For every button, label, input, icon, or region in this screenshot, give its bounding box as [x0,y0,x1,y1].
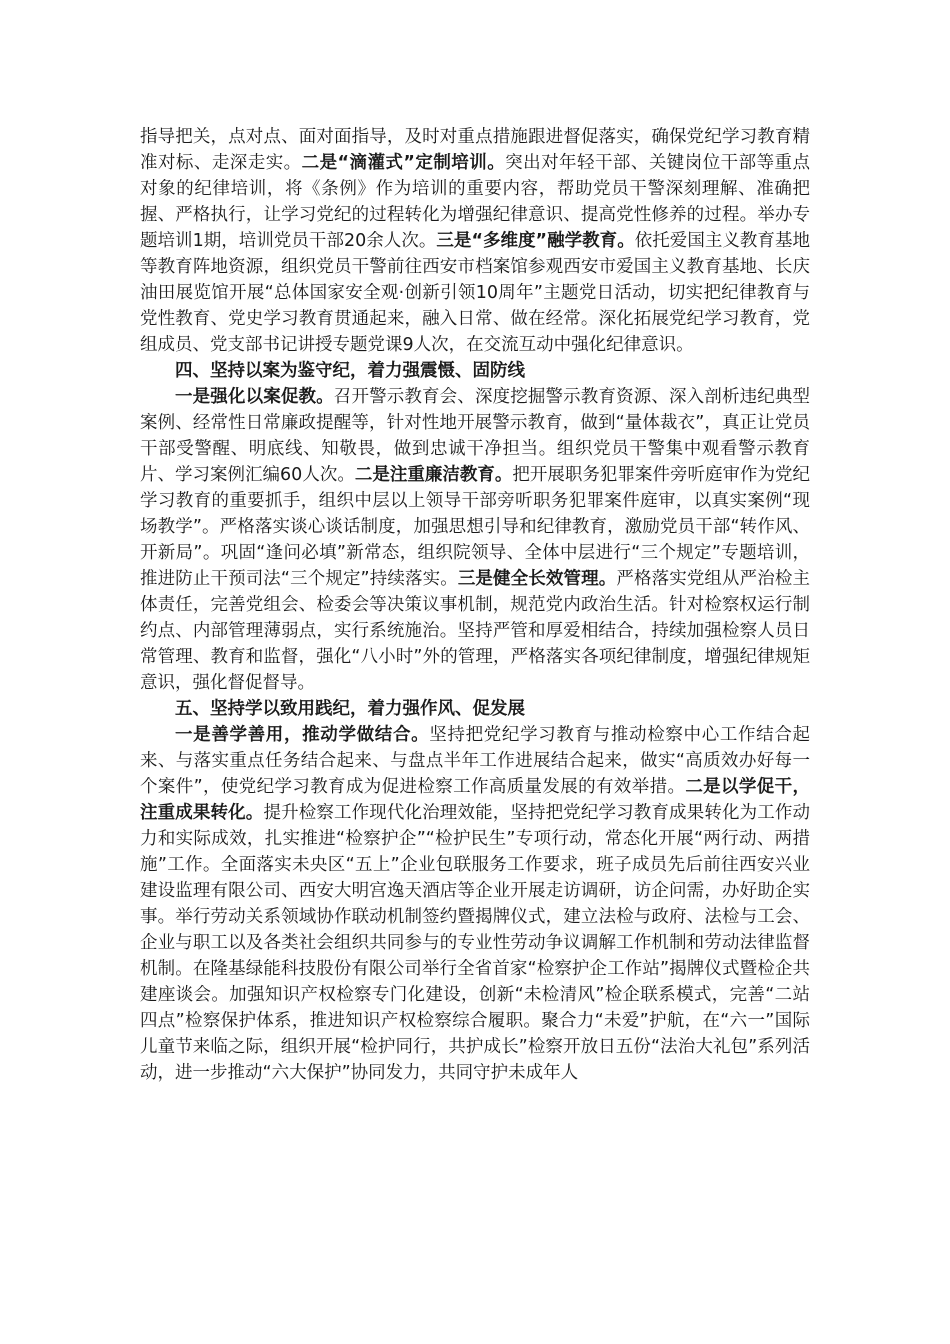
text-run: 依托爱国主义教育基地等教育阵地资源，组织党员干警前往西安市档案馆参观西安市爱国主义教育基地、长庆油田展览馆开展“总体国家安全观·创新引领10周年”主题党日活动，切实把纪律教育与党性教育、党史学习教育贯通起来，融入日常、做在经常。深化拓展党纪学习教育，党组成员、党支部书记讲授专题党课9人次，在交流互动中强化纪律意识。 [140,231,810,355]
text-run: 严格落实党组从严治检主体责任，完善党组会、检委会等决策议事机制，规范党内政治生活。针对检察权运行制约点、内部管理薄弱点，实行系统施治。坚持严管和厚爱相结合，持续加强检察人员日常管理、教育和监督，强化“八小时”外的管理，严格落实各项纪律制度，增强纪律规矩意识，强化督促督导。 [140,569,811,693]
section-heading-4: 四、坚持以案为鉴守纪，着力强震慑、固防线 [175,361,525,381]
paragraph-practice [140,722,810,1086]
bold-lead: 二是“滴灌式”定制培训。 [301,153,506,173]
text-run: 坚持把党纪学习教育与推动检察中心工作结合起来、与落实重点任务结合起来、与盘点半年工作进展结合起来，做实“高质效办好每一个案件”，使党纪学习教育成为促进检察工作高质量发展的有效举措。 [140,725,810,797]
section-heading-5: 五、坚持学以致用践纪，着力强作风、促发展 [175,699,525,719]
bold-lead: 二是以学促干，注重成果转化。 [140,777,810,823]
bold-lead: 三是“多维度”融学教育。 [436,231,635,251]
text-run: 提升检察工作现代化治理效能，坚持把党纪学习教育成果转化为工作动力和实际成效，扎实推进“检察护企”“检护民生”专项行动，常态化开展“两行动、两措施”工作。全面落实未央区“五上”企业包联服务工作要求，班子成员先后前往西安兴业建设监理有限公司、西安大明宫逸天酒店等企业开展走访调研，访企问需，办好助企实事。举行劳动关系领域协作联动机制签约暨揭牌仪式，建立法检与政府、法检与工会、企业与职工以及各类社会组织共同参与的专业性劳动争议调解工作机制和劳动法律监督机制。在隆基绿能科技股份有限公司举行全省首家“检察护企工作站”揭牌仪式暨检企共建座谈会。加强知识产权检察专门化建设，创新“未检清风”检企联系模式，完善“二站四点”检察保护体系，推进知识产权检察综合履职。聚合力“未爱”护航，在“六一”国际儿童节来临之际，组织开展“检护同行，共护成长”检察开放日五份“法治大礼包”系列活动，进一步推动“六大保护”协同发力，共同守护未成年人 [140,803,811,1083]
bold-lead: 一是善学善用，推动学做结合。 [175,725,430,745]
text-run: 突出对年轻干部、关键岗位干部等重点对象的纪律培训，将《条例》作为培训的重要内容，帮助党员干警深刻理解、准确把握、严格执行，让学习党纪的过程转化为增强纪律意识、提高党性修养的过程。举办专题培训1期，培训党员干部20余人次。 [140,153,810,251]
text-run: 召开警示教育会、深度挖掘警示教育资源、深入剖析违纪典型案例、经常性日常廉政提醒等，针对性地开展警示教育，做到“量体裁衣”，真正让党员干部受警醒、明底线、知敬畏，做到忠诚干净担当。组织党员干警集中观看警示教育片、学习案例汇编60人次。 [140,387,811,485]
bold-lead: 二是注重廉洁教育。 [354,465,513,485]
text-run: 把开展职务犯罪案件旁听庭审作为党纪学习教育的重要抓手，组织中层以上领导干部旁听职务犯罪案件庭审，以真实案例“现场教学”。严格落实谈心谈话制度，加强思想引导和纪律教育，激励党员干部“转作风、开新局”。巩固“逢问必填”新常态，组织院领导、全体中层进行“三个规定”专题培训，推进防止干预司法“三个规定”持续落实。 [140,465,810,589]
document-page [140,124,810,1086]
paragraph-training [140,124,810,358]
paragraph-case-warning [140,384,810,696]
bold-lead: 一是强化以案促教。 [175,387,334,407]
text-run: 指导把关，点对点、面对面指导，及时对重点措施跟进督促落实，确保党纪学习教育精准对标、走深走实。 [140,127,810,173]
bold-lead: 三是健全长效管理。 [457,569,617,589]
